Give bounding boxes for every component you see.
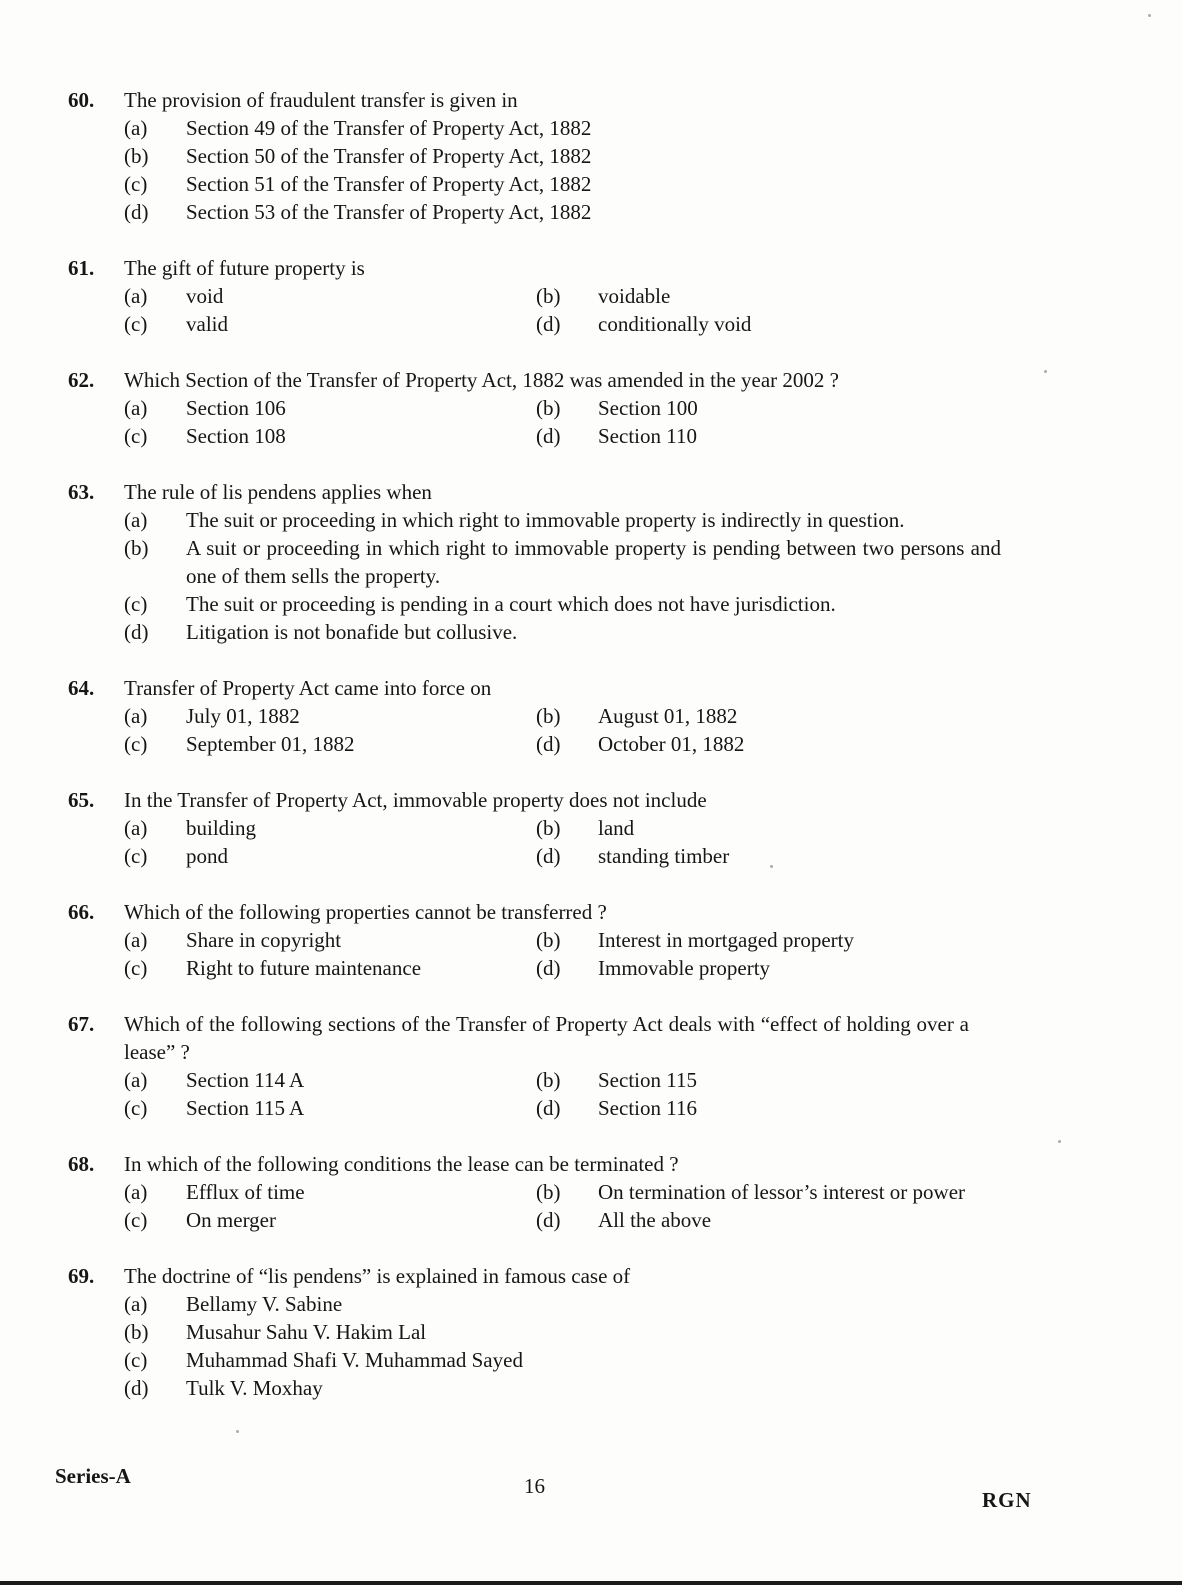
- question-head: [68, 1010, 1112, 1066]
- option: [124, 842, 536, 870]
- footer-code: RGN: [982, 1488, 1032, 1512]
- question-number: 65.: [68, 788, 95, 812]
- option: [124, 422, 536, 450]
- option-text: Section 49 of the Transfer of Property Act, 1882: [186, 116, 592, 140]
- option-label: (b): [536, 1068, 561, 1092]
- option: [536, 422, 1112, 450]
- question-number: 66.: [68, 900, 95, 924]
- question-head: [68, 786, 1112, 814]
- question-head: [68, 674, 1112, 702]
- scan-speck: [1058, 1140, 1061, 1143]
- option: [536, 814, 1112, 842]
- option: [124, 1094, 536, 1122]
- question-number: 64.: [68, 676, 95, 700]
- option-text: pond: [186, 844, 228, 868]
- option-label: (d): [124, 200, 149, 224]
- question-text: Which of the following sections of the Transfer of Property Act deals with “effect of holding over a lease” ?: [124, 1012, 969, 1064]
- option-text: Section 53 of the Transfer of Property Act, 1882: [186, 200, 592, 224]
- question-text: Transfer of Property Act came into force on: [124, 676, 492, 700]
- option: [124, 114, 1112, 142]
- option-label: (b): [124, 536, 149, 560]
- option-label: (b): [536, 396, 561, 420]
- question-number: 61.: [68, 256, 95, 280]
- question-text: The provision of fraudulent transfer is given in: [124, 88, 518, 112]
- scan-speck: [1044, 370, 1047, 373]
- option-text: The suit or proceeding is pending in a court which does not have jurisdiction.: [186, 592, 836, 616]
- question-number: 68.: [68, 1152, 95, 1176]
- option-text: void: [186, 284, 224, 308]
- option-text: Section 108: [186, 424, 286, 448]
- option-label: (c): [124, 1096, 148, 1120]
- option-text: Immovable property: [598, 956, 771, 980]
- option-label: (a): [124, 396, 148, 420]
- option: [124, 590, 1112, 618]
- question: [68, 366, 1112, 450]
- option-text: On merger: [186, 1208, 276, 1232]
- option-label: (c): [124, 844, 148, 868]
- option-label: (c): [124, 956, 148, 980]
- option-label: (c): [124, 172, 148, 196]
- option: [536, 954, 1112, 982]
- option-text: A suit or proceeding in which right to immovable property is pending between two persons and one of them sells the property.: [186, 536, 1001, 588]
- scan-speck: [1148, 14, 1151, 17]
- option-text: voidable: [598, 284, 671, 308]
- question-number: 67.: [68, 1012, 95, 1036]
- option-label: (d): [536, 732, 561, 756]
- option-text: Tulk V. Moxhay: [186, 1376, 323, 1400]
- options-list: [124, 1066, 1112, 1122]
- option-label: (a): [124, 1292, 148, 1316]
- options-list: [124, 1178, 1112, 1234]
- option-text: All the above: [598, 1208, 712, 1232]
- question-head: [68, 1262, 1112, 1290]
- option: [536, 1206, 1112, 1234]
- option: [536, 310, 1112, 338]
- question: [68, 1262, 1112, 1402]
- option-text: On termination of lessor’s interest or power: [598, 1180, 966, 1204]
- option-label: (c): [124, 312, 148, 336]
- option-text: Interest in mortgaged property: [598, 928, 854, 952]
- question-text: Which of the following properties cannot be transferred ?: [124, 900, 607, 924]
- question: [68, 786, 1112, 870]
- option-text: Section 115: [598, 1068, 697, 1092]
- question-number: 60.: [68, 88, 95, 112]
- option: [536, 1066, 1112, 1094]
- option: [124, 730, 536, 758]
- question-head: [68, 1150, 1112, 1178]
- option-label: (d): [536, 1096, 561, 1120]
- option-label: (d): [536, 844, 561, 868]
- options-list: [124, 394, 1112, 450]
- scan-speck: [236, 1430, 239, 1433]
- option-text: Section 114 A: [186, 1068, 305, 1092]
- option: [536, 926, 1112, 954]
- option-text: valid: [186, 312, 228, 336]
- options-list: [124, 926, 1112, 982]
- option: [536, 702, 1112, 730]
- series-label: Series-A: [55, 1464, 131, 1488]
- option-label: (b): [536, 1180, 561, 1204]
- option-text: Section 51 of the Transfer of Property Act, 1882: [186, 172, 592, 196]
- option: [124, 618, 1112, 646]
- option-text: Musahur Sahu V. Hakim Lal: [186, 1320, 427, 1344]
- option: [124, 702, 536, 730]
- option: [124, 310, 536, 338]
- option-text: Section 115 A: [186, 1096, 305, 1120]
- question: [68, 1150, 1112, 1234]
- question-head: [68, 898, 1112, 926]
- option-text: The suit or proceeding in which right to immovable property is indirectly in question.: [186, 508, 905, 532]
- option-text: Bellamy V. Sabine: [186, 1292, 343, 1316]
- option: [536, 1094, 1112, 1122]
- option-label: (a): [124, 1068, 148, 1092]
- question-head: [68, 254, 1112, 282]
- option-text: building: [186, 816, 257, 840]
- option: [124, 1206, 536, 1234]
- option: [536, 730, 1112, 758]
- option-label: (d): [124, 1376, 149, 1400]
- option: [124, 142, 1112, 170]
- option-text: conditionally void: [598, 312, 752, 336]
- question-text: The rule of lis pendens applies when: [124, 480, 432, 504]
- option: [536, 842, 1112, 870]
- option: [124, 282, 536, 310]
- option: [124, 1290, 1112, 1318]
- option-text: August 01, 1882: [598, 704, 738, 728]
- question-head: [68, 86, 1112, 114]
- options-list: [124, 814, 1112, 870]
- option: [124, 170, 1112, 198]
- option-label: (b): [536, 284, 561, 308]
- option-text: Muhammad Shafi V. Muhammad Sayed: [186, 1348, 523, 1372]
- option-label: (c): [124, 732, 148, 756]
- question: [68, 478, 1112, 646]
- option: [124, 926, 536, 954]
- option-text: Section 106: [186, 396, 286, 420]
- option-label: (d): [536, 1208, 561, 1232]
- question-text: The doctrine of “lis pendens” is explained in famous case of: [124, 1264, 631, 1288]
- option: [124, 1178, 536, 1206]
- question: [68, 86, 1112, 226]
- option-text: Right to future maintenance: [186, 956, 422, 980]
- option-text: September 01, 1882: [186, 732, 355, 756]
- option: [124, 1346, 1112, 1374]
- question-number: 63.: [68, 480, 95, 504]
- option: [536, 394, 1112, 422]
- question-text: Which Section of the Transfer of Property Act, 1882 was amended in the year 2002 ?: [124, 368, 839, 392]
- option-label: (b): [124, 144, 149, 168]
- option-text: Section 110: [598, 424, 697, 448]
- options-list: [124, 1290, 1112, 1402]
- option-label: (a): [124, 816, 148, 840]
- option-label: (b): [536, 928, 561, 952]
- option-label: (a): [124, 116, 148, 140]
- option: [536, 1178, 1112, 1206]
- option-text: Share in copyright: [186, 928, 342, 952]
- option: [124, 394, 536, 422]
- option-label: (a): [124, 284, 148, 308]
- question-head: [68, 366, 1112, 394]
- option-label: (d): [536, 956, 561, 980]
- option-text: Section 50 of the Transfer of Property Act, 1882: [186, 144, 592, 168]
- options-list: [124, 114, 1112, 226]
- question: [68, 674, 1112, 758]
- option: [536, 282, 1112, 310]
- questions-container: [68, 86, 1112, 1402]
- options-list: [124, 506, 1112, 646]
- option: [124, 1374, 1112, 1402]
- option: [124, 1066, 536, 1094]
- option: [124, 198, 1112, 226]
- question: [68, 898, 1112, 982]
- option: [124, 814, 536, 842]
- option-text: Efflux of time: [186, 1180, 305, 1204]
- question-number: 69.: [68, 1264, 95, 1288]
- option-label: (a): [124, 928, 148, 952]
- option-label: (c): [124, 1208, 148, 1232]
- option: [124, 954, 536, 982]
- option-text: July 01, 1882: [186, 704, 300, 728]
- option-text: Section 100: [598, 396, 698, 420]
- option-label: (c): [124, 592, 148, 616]
- option-label: (a): [124, 1180, 148, 1204]
- question-head: [68, 478, 1112, 506]
- option-label: (a): [124, 704, 148, 728]
- option-text: land: [598, 816, 635, 840]
- option-label: (d): [124, 620, 149, 644]
- question-text: In the Transfer of Property Act, immovable property does not include: [124, 788, 707, 812]
- option-label: (c): [124, 424, 148, 448]
- options-list: [124, 702, 1112, 758]
- scan-speck: [770, 865, 773, 868]
- option: [124, 1318, 1112, 1346]
- question: [68, 254, 1112, 338]
- option: [124, 534, 1112, 590]
- option-label: (c): [124, 1348, 148, 1372]
- option-text: standing timber: [598, 844, 730, 868]
- options-list: [124, 282, 1112, 338]
- question-number: 62.: [68, 368, 95, 392]
- option-label: (b): [124, 1320, 149, 1344]
- scan-bottom-edge: [0, 1581, 1182, 1585]
- option: [124, 506, 1112, 534]
- option-label: (b): [536, 704, 561, 728]
- option-label: (a): [124, 508, 148, 532]
- option-label: (b): [536, 816, 561, 840]
- page-number: 16: [524, 1474, 545, 1498]
- option-label: (d): [536, 312, 561, 336]
- question-text: In which of the following conditions the lease can be terminated ?: [124, 1152, 679, 1176]
- question: [68, 1010, 1112, 1122]
- option-text: Section 116: [598, 1096, 697, 1120]
- option-text: Litigation is not bonafide but collusive.: [186, 620, 518, 644]
- option-label: (d): [536, 424, 561, 448]
- question-text: The gift of future property is: [124, 256, 365, 280]
- option-text: October 01, 1882: [598, 732, 745, 756]
